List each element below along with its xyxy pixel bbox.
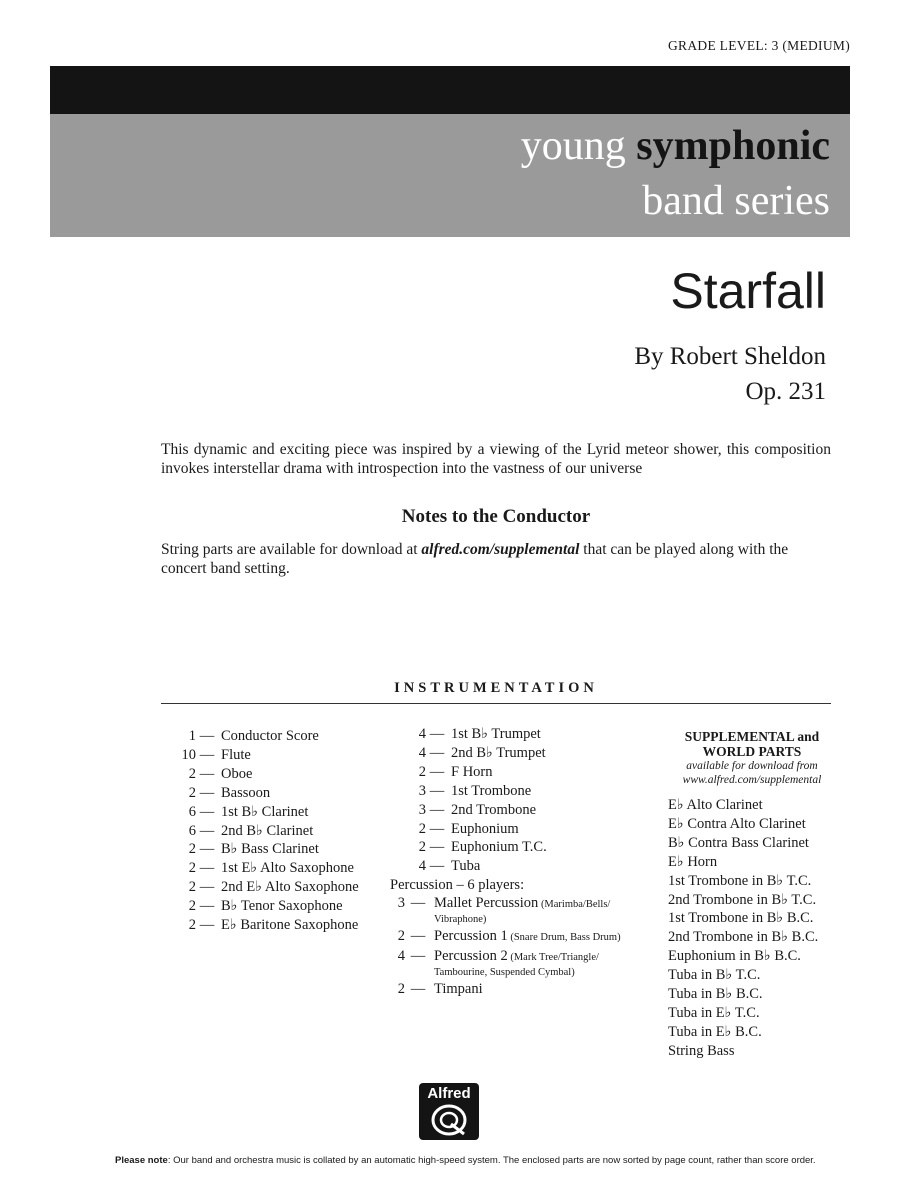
instrument-name: Flute bbox=[221, 746, 251, 763]
dash: — bbox=[199, 746, 215, 763]
supplemental-item: String Bass bbox=[668, 1042, 735, 1059]
instrument-row bbox=[160, 803, 359, 822]
instrument-quantity: 6 bbox=[188, 803, 196, 820]
instrument-row bbox=[390, 763, 621, 782]
dash: — bbox=[199, 803, 215, 820]
opus-number: Op. 231 bbox=[745, 378, 826, 405]
instrument-name: Oboe bbox=[221, 765, 253, 782]
instrument-row bbox=[390, 725, 621, 744]
percussion-row bbox=[390, 981, 621, 998]
supplemental-item: Tuba in E♭ B.C. bbox=[668, 1023, 762, 1040]
series-word-young: young bbox=[520, 123, 626, 169]
instrument-quantity: 2 bbox=[418, 839, 426, 856]
instrument-row bbox=[390, 838, 621, 857]
instrument-quantity: 4 bbox=[418, 726, 426, 742]
supplemental-heading-line2: WORLD PARTS bbox=[702, 744, 802, 759]
series-title-line1 bbox=[521, 122, 830, 170]
instrument-row bbox=[390, 857, 621, 876]
notes-text-after: that can be played along with the concert band setting. bbox=[161, 541, 789, 577]
notes-text bbox=[161, 540, 831, 578]
instrument-quantity: 2 bbox=[418, 820, 426, 837]
dash: — bbox=[199, 822, 215, 839]
percussion-quantity: 2 bbox=[397, 981, 405, 998]
alfred-logo-icon bbox=[431, 1104, 467, 1136]
instrument-quantity: 3 bbox=[418, 801, 426, 818]
instrument-name: Euphonium T.C. bbox=[451, 839, 547, 856]
alfred-logo-text: Alfred bbox=[427, 1085, 471, 1102]
instrument-name: 1st B♭ Trumpet bbox=[451, 726, 541, 742]
dash: — bbox=[429, 858, 445, 875]
dash: — bbox=[199, 879, 215, 896]
footer-text: : Our band and orchestra music is collated by an automatic high-speed system. The enclosed parts are now sorted by page count, rather than score order. bbox=[167, 1155, 816, 1166]
dash: — bbox=[410, 928, 426, 945]
instrument-row bbox=[160, 746, 359, 765]
percussion-heading: Percussion – 6 players: bbox=[390, 877, 525, 894]
instrument-quantity: 2 bbox=[188, 917, 196, 934]
dash: — bbox=[199, 917, 215, 934]
instrument-name: E♭ Baritone Saxophone bbox=[221, 917, 359, 934]
supplemental-item: Tuba in B♭ T.C. bbox=[668, 967, 761, 984]
instrument-name: B♭ Tenor Saxophone bbox=[221, 898, 343, 915]
percussion-name: Percussion 1 bbox=[434, 928, 508, 945]
instrument-row bbox=[160, 840, 359, 859]
instrument-quantity: 2 bbox=[188, 784, 196, 801]
instrument-quantity: 4 bbox=[418, 858, 426, 875]
supplemental-url: alfred.com/supplemental bbox=[421, 541, 580, 558]
supplemental-item: 2nd Trombone in B♭ B.C. bbox=[668, 929, 819, 946]
instrument-row bbox=[160, 859, 359, 878]
supplemental-parts bbox=[668, 729, 836, 1061]
dash: — bbox=[410, 948, 426, 965]
instrument-name: 2nd B♭ Clarinet bbox=[221, 822, 314, 839]
composer: By Robert Sheldon bbox=[634, 343, 826, 370]
percussion-name-block bbox=[431, 981, 483, 998]
percussion-detail-line2: Vibraphone) bbox=[434, 914, 487, 926]
instrument-row bbox=[160, 727, 359, 746]
dash: — bbox=[429, 801, 445, 818]
dash: — bbox=[410, 981, 426, 998]
percussion-quantity: 2 bbox=[397, 928, 405, 945]
instrument-row bbox=[160, 878, 359, 897]
percussion-name-block bbox=[431, 948, 599, 979]
supplemental-item: B♭ Contra Bass Clarinet bbox=[668, 834, 809, 851]
percussion-name-block bbox=[431, 928, 621, 946]
instrument-row bbox=[160, 784, 359, 803]
percussion-quantity: 3 bbox=[397, 895, 405, 912]
instrument-quantity: 2 bbox=[418, 763, 426, 780]
instrument-name: 2nd E♭ Alto Saxophone bbox=[221, 879, 359, 896]
percussion-name: Timpani bbox=[434, 981, 483, 998]
instrument-row bbox=[160, 916, 359, 935]
percussion-name-block bbox=[431, 895, 610, 926]
supplemental-subtitle-line1: available for download from bbox=[686, 760, 818, 772]
dash: — bbox=[410, 895, 426, 912]
percussion-detail: (Mark Tree/Triangle/ bbox=[507, 952, 599, 964]
series-word-symphonic: symphonic bbox=[636, 123, 830, 169]
instrument-name: Tuba bbox=[451, 858, 481, 875]
instrument-row bbox=[160, 822, 359, 841]
dash: — bbox=[429, 726, 445, 742]
supplemental-item: E♭ Alto Clarinet bbox=[668, 797, 763, 813]
piece-title: Starfall bbox=[670, 263, 826, 319]
percussion-row bbox=[390, 895, 621, 926]
dash: — bbox=[429, 763, 445, 780]
instrument-row bbox=[160, 897, 359, 916]
dash: — bbox=[199, 765, 215, 782]
instrument-name: 1st Trombone bbox=[451, 782, 532, 799]
instrument-quantity: 1 bbox=[188, 728, 196, 744]
supplemental-item: 1st Trombone in B♭ B.C. bbox=[668, 910, 814, 927]
percussion-detail: (Marimba/Bells/ bbox=[538, 899, 611, 911]
dash: — bbox=[199, 898, 215, 915]
percussion-detail: (Snare Drum, Bass Drum) bbox=[507, 932, 621, 944]
supplemental-item: 2nd Trombone in B♭ T.C. bbox=[668, 891, 817, 908]
grade-level: GRADE LEVEL: 3 (MEDIUM) bbox=[668, 38, 850, 53]
instrumentation-heading: INSTRUMENTATION bbox=[394, 680, 598, 696]
percussion-row bbox=[390, 948, 621, 979]
instrument-name: F Horn bbox=[451, 763, 493, 780]
instrument-quantity: 2 bbox=[188, 898, 196, 915]
dash: — bbox=[199, 784, 215, 801]
dash: — bbox=[429, 744, 445, 761]
instrument-quantity: 2 bbox=[188, 841, 196, 858]
series-title-line2: band series bbox=[642, 178, 830, 224]
instrument-row bbox=[390, 801, 621, 820]
instrument-quantity: 10 bbox=[181, 746, 196, 763]
dash: — bbox=[429, 782, 445, 799]
instrument-quantity: 2 bbox=[188, 765, 196, 782]
dash: — bbox=[199, 860, 215, 877]
percussion-quantity: 4 bbox=[397, 948, 405, 965]
instrument-column-2 bbox=[390, 725, 621, 1000]
instrument-quantity: 6 bbox=[188, 822, 196, 839]
instrument-name: B♭ Bass Clarinet bbox=[221, 841, 319, 858]
notes-text-before: String parts are available for download at bbox=[161, 541, 422, 558]
instrument-quantity: 2 bbox=[188, 860, 196, 877]
percussion-detail-line2: Tambourine, Suspended Cymbal) bbox=[434, 967, 575, 979]
header-banner bbox=[50, 66, 850, 114]
supplemental-item: E♭ Horn bbox=[668, 853, 718, 870]
instrument-name: Euphonium bbox=[451, 820, 519, 837]
supplemental-item: Tuba in B♭ B.C. bbox=[668, 986, 763, 1003]
instrument-column-1 bbox=[160, 727, 359, 935]
instrument-quantity: 3 bbox=[418, 782, 426, 799]
instrument-row bbox=[390, 782, 621, 801]
dash: — bbox=[199, 728, 215, 744]
supplemental-heading-line1: SUPPLEMENTAL and bbox=[684, 729, 820, 744]
dash: — bbox=[199, 841, 215, 858]
supplemental-item: Euphonium in B♭ B.C. bbox=[668, 948, 801, 965]
description: This dynamic and exciting piece was inspired by a viewing of the Lyrid meteor shower, this composition invokes interstellar drama with introspection into the vastness of our universe bbox=[161, 441, 831, 477]
dash: — bbox=[429, 820, 445, 837]
supplemental-item: Tuba in E♭ T.C. bbox=[668, 1004, 760, 1021]
supplemental-subtitle-line2: www.alfred.com/supplemental bbox=[682, 774, 822, 786]
alfred-logo bbox=[419, 1083, 479, 1140]
instrument-name: 1st E♭ Alto Saxophone bbox=[221, 860, 354, 877]
footer-label: Please note bbox=[115, 1155, 168, 1166]
supplemental-item: E♭ Contra Alto Clarinet bbox=[668, 815, 806, 832]
notes-heading: Notes to the Conductor bbox=[401, 506, 591, 527]
dash: — bbox=[429, 839, 445, 856]
instrument-quantity: 2 bbox=[188, 879, 196, 896]
footer-note bbox=[115, 1155, 816, 1166]
instrument-quantity: 4 bbox=[418, 744, 426, 761]
instrument-name: 2nd Trombone bbox=[451, 801, 537, 818]
instrument-row bbox=[160, 765, 359, 784]
percussion-row bbox=[390, 928, 621, 946]
instrument-name: Conductor Score bbox=[221, 728, 319, 744]
instrument-row bbox=[390, 820, 621, 839]
instrument-name: 2nd B♭ Trumpet bbox=[451, 744, 546, 761]
supplemental-list bbox=[668, 796, 836, 1061]
percussion-name: Percussion 2 bbox=[434, 948, 508, 965]
instrument-name: 1st B♭ Clarinet bbox=[221, 803, 309, 820]
percussion-name: Mallet Percussion bbox=[434, 895, 539, 912]
instrumentation-divider bbox=[161, 703, 831, 704]
instrument-name: Bassoon bbox=[221, 784, 271, 801]
instrument-row bbox=[390, 744, 621, 763]
supplemental-item: 1st Trombone in B♭ T.C. bbox=[668, 872, 812, 889]
